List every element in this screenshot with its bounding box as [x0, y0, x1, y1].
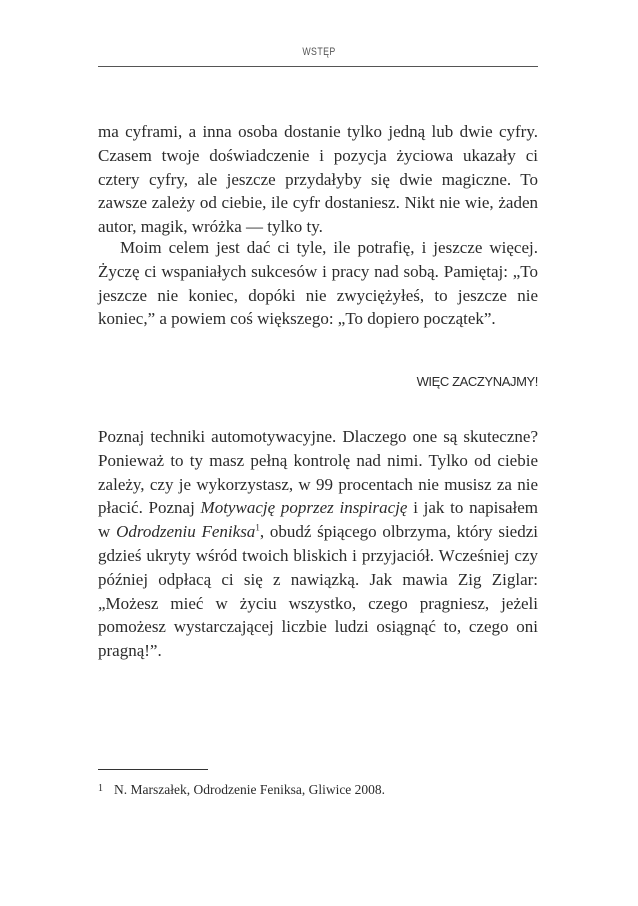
footnote-reference[interactable]: 1 — [255, 522, 260, 533]
header-divider — [98, 66, 538, 67]
book-title-motywacja: Motywację poprzez inspirację — [200, 498, 408, 518]
footnote-number: 1 — [98, 783, 103, 794]
book-title-odrodzenie: Odrodzeniu Feniksa — [116, 522, 256, 542]
paragraph-3-text-c: , obudź śpiącego olbrzyma, który siedzi gdzieś ukryty wśród twoich bliskich i przyjaciół. Wcześniej czy później odpłacą ci się z nawiązką. Jak mawia Zig Ziglar: „Możesz mieć w życiu wszystko, czego pragniesz, jeżeli pomożesz wystarczającej liczbie ludzi osiągnąć to, czego oni pragną!”. — [98, 522, 538, 661]
footnote-divider — [98, 769, 208, 770]
running-header: WSTĘP — [302, 46, 336, 58]
paragraph-3-text-a: Poznaj techniki automotywacyjne. Dlaczego one są skuteczne? Ponieważ to ty masz pełną kontrolę nad nimi. Tylko od ciebie zależy, czy je wykorzystasz, w 99 procentach nie musisz za nie płacić. Poznaj — [98, 427, 538, 518]
body-paragraph-3 — [98, 425, 538, 663]
body-paragraph-1: ma cyframi, a inna osoba dostanie tylko jedną lub dwie cyfry. Czasem twoje doświadczenie i pozycja życiowa ukazały ci cztery cyfry, ale jeszcze przydałyby się dwie magiczne. To zawsze zależy od ciebie, ile cyfr dostaniesz. Nikt nie wie, żaden autor, magik, wróżka — tylko ty. — [98, 122, 538, 237]
section-heading: WIĘC ZACZYNAJMY! — [416, 374, 538, 389]
paragraph-3-text-b: i jak to napisałem w — [98, 498, 538, 542]
footnote-text: N. Marszałek, Odrodzenie Feniksa, Gliwice 2008. — [114, 782, 386, 797]
footnote — [98, 780, 538, 799]
body-paragraph-2: Moim celem jest dać ci tyle, ile potrafię, i jeszcze więcej. Życzę ci wspaniałych sukcesów i pracy nad sobą. Pamiętaj: „To jeszcze nie koniec, dopóki nie zwyciężyłeś, to jeszcze nie koniec,” a powiem coś większego: „To dopiero początek”. — [98, 238, 538, 329]
